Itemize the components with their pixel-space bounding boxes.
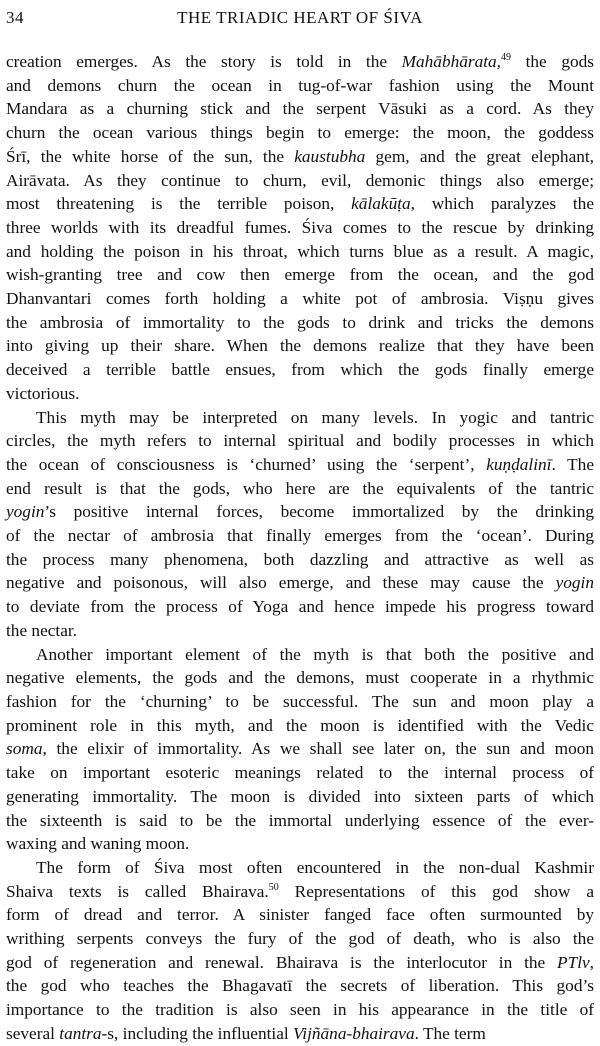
text-run: . The bbox=[551, 454, 594, 474]
text-run: negative and poisonous, will also emerge, and these may cause the bbox=[6, 573, 556, 593]
text-run: wish-granting tree and cow then emerge from the ocean, and the god bbox=[6, 265, 594, 285]
text-run: Airāvata. As they continue to churn, evil, demonic things also emerge; bbox=[6, 170, 594, 190]
text-line bbox=[6, 500, 594, 524]
text-run: fashion for the ‘churning’ to be successful. The sun and moon play a bbox=[6, 691, 594, 711]
text-line bbox=[6, 382, 594, 406]
text-run: victorious. bbox=[6, 383, 80, 403]
text-run: the sixteenth is said to be the immortal underlying essence of the ever- bbox=[6, 810, 594, 830]
text-run: and holding the poison in his throat, which turns blue as a result. A magic, bbox=[6, 241, 594, 261]
text-run: prominent role in this myth, and the moon is identified with the Vedic bbox=[6, 715, 594, 735]
text-line bbox=[6, 903, 594, 927]
footnote-ref: 49 bbox=[501, 52, 511, 64]
text-run: ’s positive internal forces, become immortalized by the drinking bbox=[44, 502, 594, 522]
paragraph bbox=[6, 406, 594, 643]
text-line bbox=[6, 548, 594, 572]
text-line bbox=[6, 453, 594, 477]
text-line bbox=[6, 334, 594, 358]
text-run: deceived a terrible battle ensues, from which the gods finally emerge bbox=[6, 360, 594, 380]
text-line bbox=[6, 714, 594, 738]
text-run: Another important element of the myth is that both the positive and bbox=[36, 644, 594, 664]
text-line bbox=[6, 216, 594, 240]
text-line bbox=[6, 287, 594, 311]
text-line bbox=[6, 880, 594, 904]
paragraph bbox=[6, 643, 594, 856]
text-line bbox=[6, 619, 594, 643]
text-line bbox=[6, 429, 594, 453]
italic-term: yogin bbox=[6, 502, 45, 522]
text-run: creation emerges. As the story is told in the bbox=[6, 52, 402, 71]
text-run: Śrī, the white horse of the sun, the bbox=[6, 146, 295, 166]
text-run: circles, the myth refers to internal spiritual and bodily processes in which bbox=[6, 431, 594, 451]
text-line bbox=[6, 169, 594, 193]
italic-term: kuṇḍalinī bbox=[486, 454, 552, 474]
text-run: and demons churn the ocean in tug-of-war fashion using the Mount bbox=[6, 75, 594, 95]
text-line bbox=[6, 785, 594, 809]
text-run: -s, including the influential bbox=[101, 1023, 294, 1043]
italic-term: PTlv bbox=[557, 952, 590, 972]
text-run: the process many phenomena, both dazzling and attractive as well as bbox=[6, 549, 594, 569]
text-line bbox=[6, 951, 594, 975]
text-line bbox=[6, 477, 594, 501]
text-run: the nectar. bbox=[6, 620, 78, 640]
text-run: the ambrosia of immortality to the gods to drink and tricks the demons bbox=[6, 312, 594, 332]
text-run: The form of Śiva most often encountered in the non-dual Kashmir bbox=[36, 857, 594, 877]
text-line bbox=[6, 761, 594, 785]
text-run: This myth may be interpreted on many levels. In yogic and tantric bbox=[36, 407, 594, 427]
text-run: form of dread and terror. A sinister fanged face often surmounted by bbox=[6, 905, 594, 925]
text-run: most threatening is the terrible poison, bbox=[6, 194, 352, 214]
text-run: several bbox=[6, 1023, 60, 1043]
italic-term: tantra bbox=[59, 1023, 102, 1043]
text-run: the god who teaches the Bhagavatī the secrets of liberation. This god’s bbox=[6, 976, 594, 996]
body-text bbox=[6, 50, 594, 1046]
italic-term: soma bbox=[6, 739, 43, 759]
text-run: , which paralyzes the bbox=[410, 194, 594, 214]
text-line bbox=[6, 974, 594, 998]
text-line bbox=[6, 524, 594, 548]
text-line bbox=[6, 145, 594, 169]
italic-term: kaustubha bbox=[294, 146, 366, 166]
text-run: Representations of this god show a bbox=[278, 881, 594, 901]
text-run: into giving up their share. When the demons realize that they have been bbox=[6, 336, 594, 356]
italic-term: Mahābhārata, bbox=[401, 52, 501, 71]
text-line bbox=[6, 1022, 594, 1046]
text-line bbox=[6, 595, 594, 619]
text-line bbox=[6, 643, 594, 667]
text-run: gem, and the great elephant, bbox=[365, 146, 594, 166]
text-line bbox=[6, 50, 594, 74]
text-line bbox=[6, 666, 594, 690]
text-run: Dhanvantari comes forth holding a white pot of ambrosia. Viṣṇu gives bbox=[6, 289, 594, 309]
text-line bbox=[6, 809, 594, 833]
text-line bbox=[6, 406, 594, 430]
text-line bbox=[6, 856, 594, 880]
text-line bbox=[6, 998, 594, 1022]
text-run: three worlds with its dreadful fumes. Śiva comes to the rescue by drinking bbox=[6, 217, 594, 237]
text-line bbox=[6, 97, 594, 121]
text-run: Shaiva texts is called Bhairava. bbox=[6, 881, 269, 901]
text-run: writhing serpents conveys the fury of the god of death, who is also the bbox=[6, 929, 594, 949]
text-run: the gods bbox=[511, 52, 594, 71]
running-head bbox=[6, 6, 594, 38]
page-number: 34 bbox=[6, 8, 24, 27]
paragraph bbox=[6, 856, 594, 1046]
text-line bbox=[6, 832, 594, 856]
text-run: to deviate from the process of Yoga and hence impede his progress toward bbox=[6, 597, 594, 617]
text-run: end result is that the gods, who here are the equivalents of the tantric bbox=[6, 478, 594, 498]
text-line bbox=[6, 737, 594, 761]
text-line bbox=[6, 240, 594, 264]
text-line bbox=[6, 690, 594, 714]
text-line bbox=[6, 927, 594, 951]
text-run: the ocean of consciousness is ‘churned’ using the ‘serpent’, bbox=[6, 454, 487, 474]
text-run: god of regeneration and renewal. Bhairava is the interlocutor in the bbox=[6, 952, 558, 972]
text-run: importance to the tradition is also seen in his appearance in the title of bbox=[6, 1000, 594, 1020]
italic-term: Vijñāna-bhairava bbox=[293, 1023, 415, 1043]
text-run: take on important esoteric meanings related to the internal process of bbox=[6, 763, 594, 783]
text-run: Mandara as a churning stick and the serpent Vāsuki as a cord. As they bbox=[6, 99, 594, 119]
text-run: negative elements, the gods and the demons, must cooperate in a rhythmic bbox=[6, 668, 594, 688]
paragraph bbox=[6, 50, 594, 406]
text-line bbox=[6, 121, 594, 145]
text-run: waxing and waning moon. bbox=[6, 834, 190, 854]
text-run: churn the ocean various things begin to emerge: the moon, the goddess bbox=[6, 123, 594, 143]
text-run: . The term bbox=[414, 1023, 486, 1043]
italic-term: kālakūṭa bbox=[351, 194, 411, 214]
text-run: , the elixir of immortality. As we shall see later on, the sun and moon bbox=[42, 739, 594, 759]
text-run: generating immortality. The moon is divided into sixteen parts of which bbox=[6, 786, 594, 806]
text-line bbox=[6, 192, 594, 216]
text-line bbox=[6, 263, 594, 287]
text-line bbox=[6, 571, 594, 595]
text-line bbox=[6, 358, 594, 382]
running-title: THE TRIADIC HEART OF ŚIVA bbox=[177, 8, 423, 27]
text-run: , bbox=[589, 952, 594, 972]
text-line bbox=[6, 311, 594, 335]
text-line bbox=[6, 74, 594, 98]
italic-term: yogin bbox=[555, 573, 594, 593]
footnote-ref: 50 bbox=[268, 881, 279, 893]
text-run: of the nectar of ambrosia that finally emerges from the ‘ocean’. During bbox=[6, 526, 594, 546]
